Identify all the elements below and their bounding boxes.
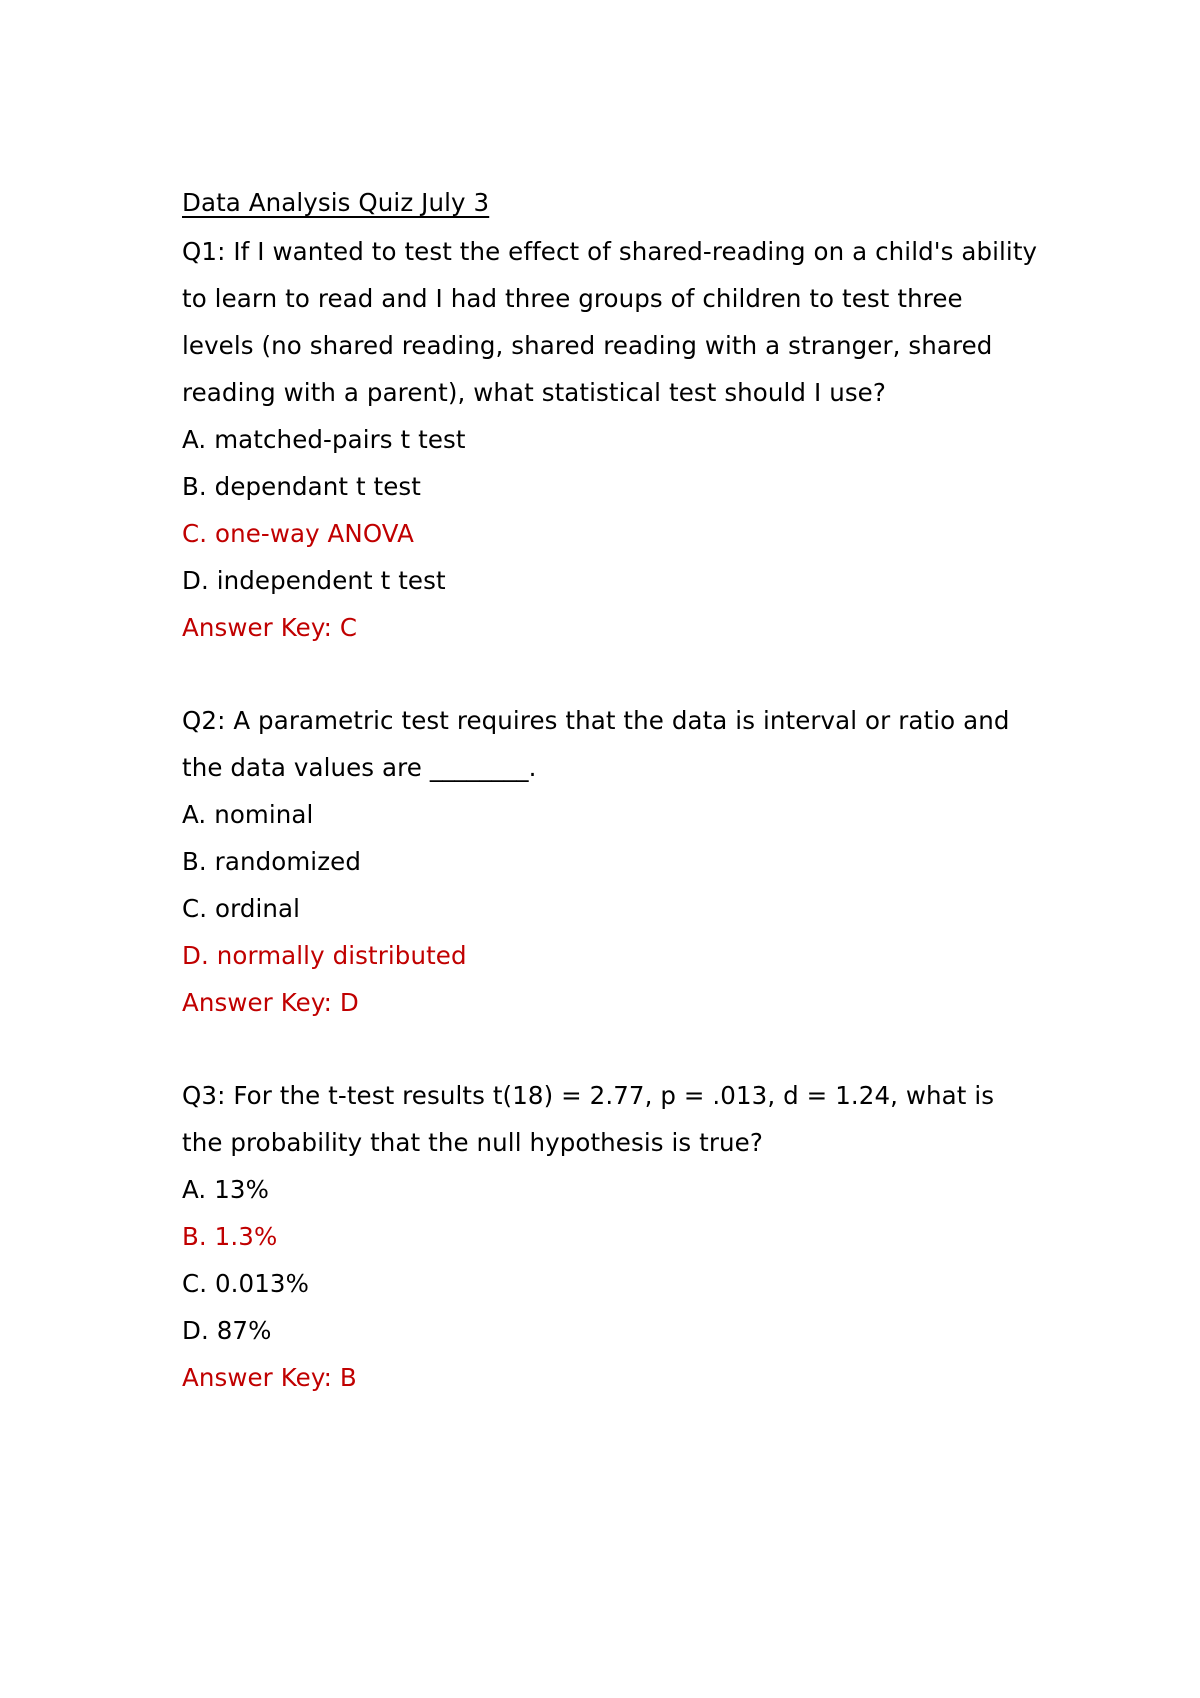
option-a: A. matched-pairs t test <box>182 425 466 454</box>
document-page <box>182 188 1042 1401</box>
answer-key: Answer Key: B <box>182 1363 357 1392</box>
question-block-2 <box>182 697 1042 1026</box>
answer-key: Answer Key: C <box>182 613 358 642</box>
option-c: C. 0.013% <box>182 1269 310 1298</box>
option-c: C. ordinal <box>182 894 301 923</box>
option-d: D. 87% <box>182 1316 272 1345</box>
answer-key: Answer Key: D <box>182 988 359 1017</box>
question-text: Q3: For the t-test results t(18) = 2.77, p = .013, d = 1.24, what is the probability that the null hypothesis is true? <box>182 1081 995 1157</box>
option-b: B. dependant t test <box>182 472 421 501</box>
option-a: A. nominal <box>182 800 314 829</box>
option-d-correct: D. normally distributed <box>182 941 467 970</box>
option-b: B. randomized <box>182 847 361 876</box>
option-d: D. independent t test <box>182 566 446 595</box>
document-title: Data Analysis Quiz July 3 <box>182 188 490 217</box>
option-c-correct: C. one-way ANOVA <box>182 519 414 548</box>
option-a: A. 13% <box>182 1175 269 1204</box>
option-b-correct: B. 1.3% <box>182 1222 278 1251</box>
question-text: Q1: If I wanted to test the effect of shared-reading on a child's ability to learn to read and I had three groups of children to test three levels (no shared reading, shared reading with a stranger, shared reading with a parent), what statistical test should I use? <box>182 237 1038 407</box>
question-block-1 <box>182 228 1042 651</box>
question-text: Q2: A parametric test requires that the data is interval or ratio and the data values are ________. <box>182 706 1010 782</box>
question-block-3 <box>182 1072 1042 1401</box>
